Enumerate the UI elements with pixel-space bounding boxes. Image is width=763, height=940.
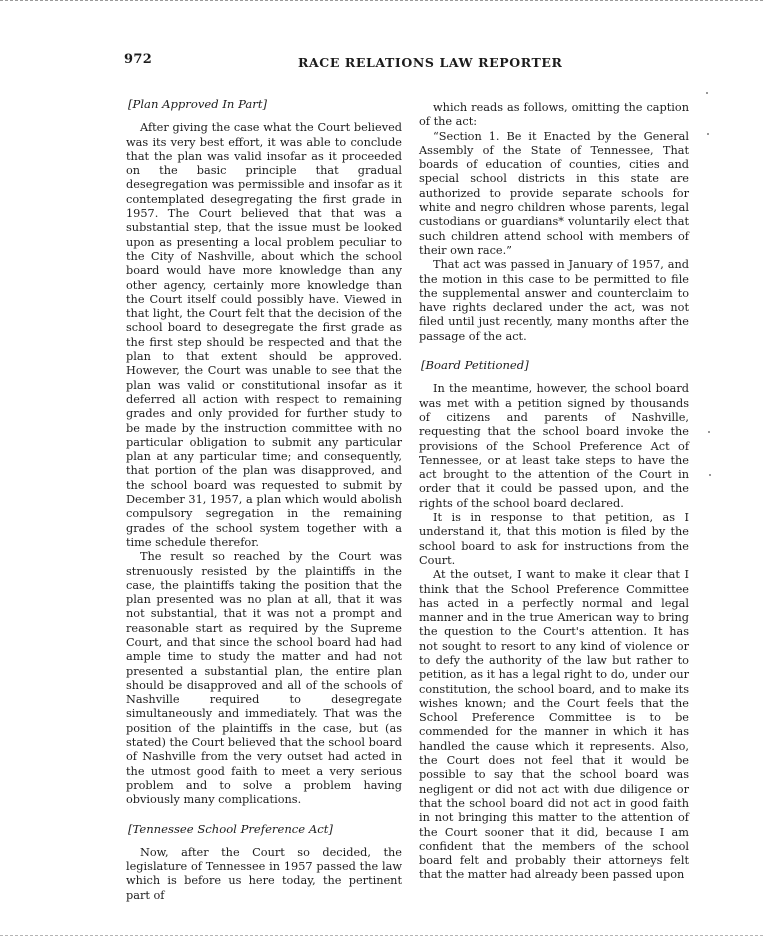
paragraph: At the outset, I want to make it clear that I think that the School Preference Committee has acted in a perfectly normal and legal manner and in the true American way to bring the question to the Court's attention. It has not sought to resort to any kind of violence or to defy the authority of the law but rather to petition, as it has a legal right to do, under our constitution, the school board, and to make its wishes known; and the Court feels that the School Preference Committee is to be commended for the manner in which it has handled the cause which it represents. Also, the Court does not feel that it would be possible to say that the school board was negligent or did not act with due diligence or that the school board did not act in good faith in not bringing this matter to the attention of the Court sooner that it did, because I am confident that the members of the school board felt and probably their attorneys felt that the matter had already been passed upon [419, 568, 689, 882]
paragraph: After giving the case what the Court believed was its very best effort, it was able to conclude that the plan was valid insofar as it proceeded on the basic principle that gradual desegregation was permissible and insofar as it contemplated desegregating the first grade in 1957. The Court believed that that was a substantial step, that the issue must be looked upon as presenting a local problem peculiar to the City of Nashville, about which the school board would have more knowledge than any other agency, certainly more knowledge than the Court itself could possibly have. Viewed in that light, the Court felt that the decision of the school board to desegregate the first grade as the first step should be respected and that the plan to that extent should be approved. However, the Court was unable to see that the plan was valid or constitutional insofar as it deferred all action with respect to remaining grades and only provided for further study to be made by the instruction committee with no particular obligation to submit any particular plan at any particular time; and consequently, that portion of the plan was disapproved, and the school board was requested to submit by December 31, 1957, a plan which would abolish compulsory segregation in the remaining grades of the school system together with a time schedule therefor. [126, 121, 402, 549]
left-column [126, 97, 402, 903]
scan-speck [709, 474, 711, 476]
paragraph: That act was passed in January of 1957, and the motion in this case to be permitted to file the supplemental answer and counterclaim to have rights declared under the act, was not filed until just recently, many months after the passage of the act. [419, 258, 689, 343]
paragraph: It is in response to that petition, as I understand it, that this motion is filed by the school board to ask for instructions from the Court. [419, 511, 689, 567]
section-heading-plan-approved: [Plan Approved In Part] [128, 97, 268, 111]
scan-speck [706, 92, 708, 94]
top-scan-border [0, 0, 763, 1]
scan-speck [707, 133, 709, 135]
page-number: 972 [124, 52, 153, 67]
paragraph: which reads as follows, omitting the caption of the act: [419, 101, 689, 129]
section-heading-board-petitioned: [Board Petitioned] [421, 358, 529, 373]
section-heading-school-preference-act: [Tennessee School Preference Act] [128, 821, 333, 836]
bottom-scan-border [0, 935, 763, 936]
scan-speck [708, 431, 710, 433]
statute-quote: “Section 1. Be it Enacted by the General Assembly of the State of Tennessee, That boards of education of counties, cities and special school districts in this state are authorized to provide separate schools for white and negro children whose parents, legal custodians or guardians* voluntarily elect that such children attend school with members of their own race.” [419, 129, 689, 257]
paragraph: In the meantime, however, the school board was met with a petition signed by thousands of citizens and parents of Nashville, requesting that the school board invoke the provisions of the School Preference Act of Tennessee, or at least take steps to have the act brought to the attention of the Court in order that it could be passed upon, and the rights of the school board declared. [419, 382, 689, 510]
right-column [419, 101, 689, 883]
paragraph: Now, after the Court so decided, the legislature of Tennessee in 1957 passed the law which is before us here today, the pertinent part of [126, 845, 402, 902]
paragraph: The result so reached by the Court was strenuously resisted by the plaintiffs in the case, the plaintiffs taking the position that the plan presented was no plan at all, that it was not substantial, that it was not a prompt and reasonable start as required by the Supreme Court, and that since the school board had had ample time to study the matter and had not presented a substantial plan, the entire plan should be disapproved and all of the schools of Nashville required to desegregate simultaneously and immediately. That was the position of the plaintiffs in the case, but (as stated) the Court believed that the school board of Nashville from the very outset had acted in the utmost good faith to meet a very serious problem and to solve a problem having obviously many complications. [126, 550, 402, 807]
running-head: RACE RELATIONS LAW REPORTER [298, 55, 563, 70]
